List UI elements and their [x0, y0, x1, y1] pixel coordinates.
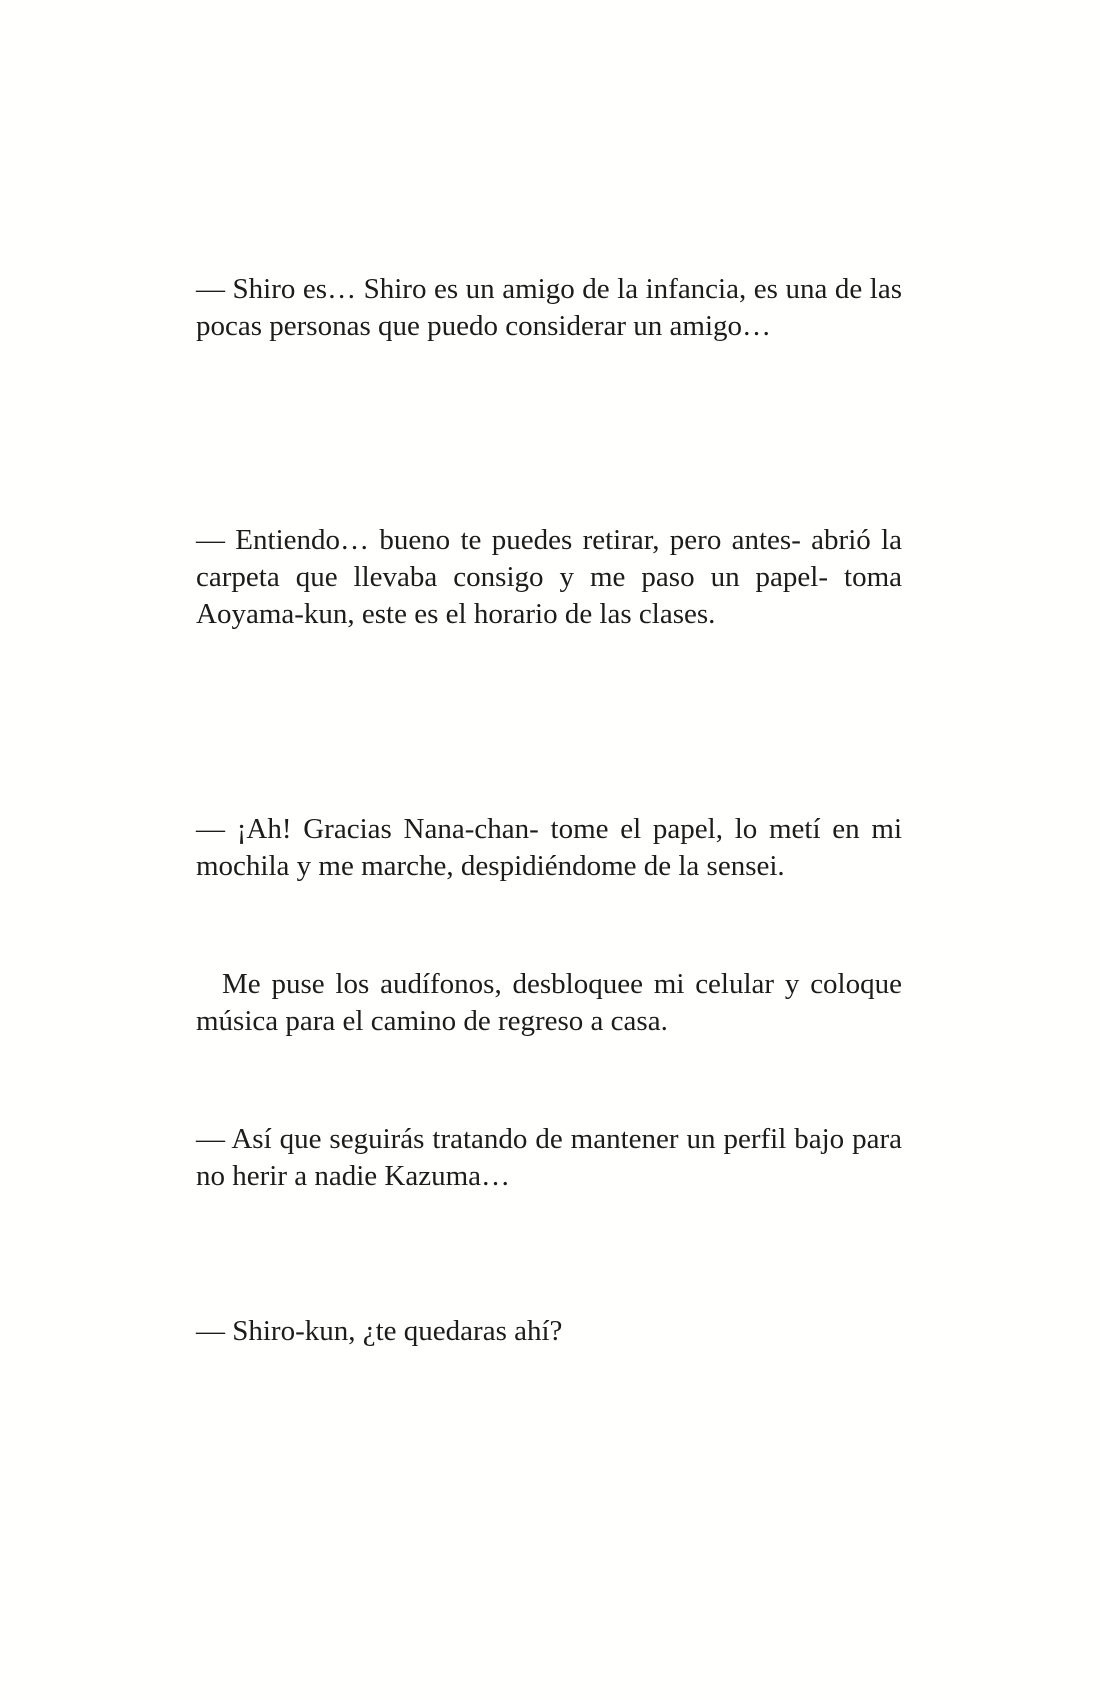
dialogue-paragraph: — Shiro es… Shiro es un amigo de la infancia, es una de las pocas personas que puedo considerar un amigo…: [196, 273, 902, 342]
dialogue-paragraph: — Shiro-kun, ¿te quedaras ahí?: [196, 1315, 563, 1347]
dialogue-paragraph: — Así que seguirás tratando de mantener un perfil bajo para no herir a nadie Kazuma…: [196, 1123, 902, 1192]
narration-paragraph: Me puse los audífonos, desbloquee mi celular y coloque música para el camino de regreso a casa.: [196, 968, 902, 1037]
dialogue-paragraph: — Entiendo… bueno te puedes retirar, pero antes- abrió la carpeta que llevaba consigo y me paso un papel- toma Aoyama-kun, este es el horario de las clases.: [196, 524, 902, 630]
dialogue-paragraph: — ¡Ah! Gracias Nana-chan- tome el papel, lo metí en mi mochila y me marche, despidiéndome de la sensei.: [196, 813, 902, 882]
